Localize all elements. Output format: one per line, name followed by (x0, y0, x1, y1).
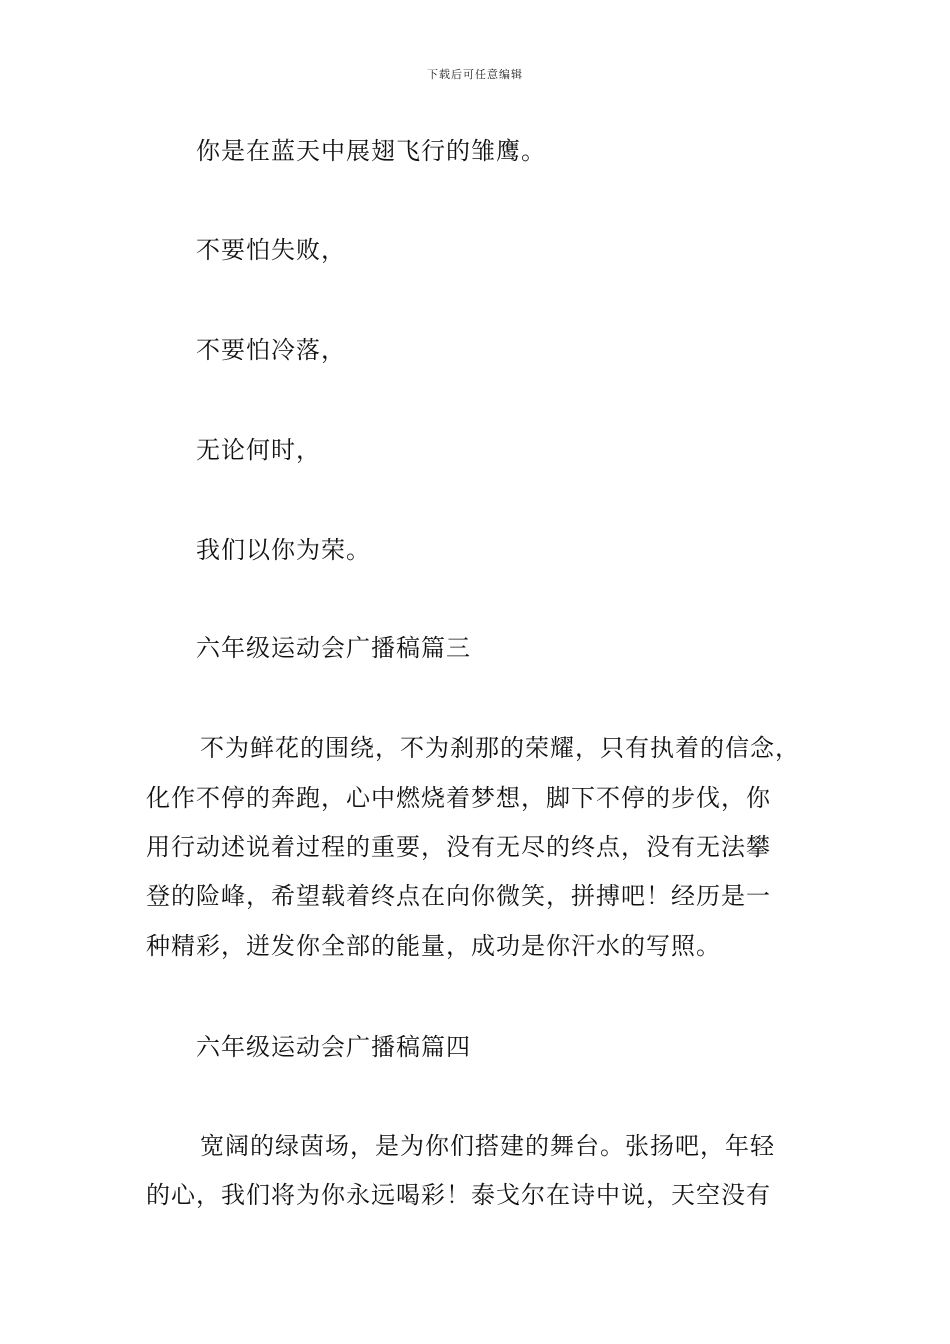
paragraph-line: 种精彩，迸发你全部的能量，成功是你汗水的写照。 (146, 932, 721, 960)
paragraph-line: 的心，我们将为你永远喝彩！泰戈尔在诗中说，天空没有 (146, 1181, 771, 1209)
paragraph-line: 用行动述说着过程的重要，没有无尽的终点，没有无法攀 (146, 833, 771, 861)
header-note: 下载后可任意编辑 (427, 68, 523, 81)
poem-line: 不要怕冷落， (196, 336, 346, 364)
paragraph-line: 登的险峰，希望载着终点在向你微笑，拼搏吧！经历是一 (146, 882, 771, 910)
section-title: 六年级运动会广播稿篇四 (196, 1033, 471, 1061)
section-title: 六年级运动会广播稿篇三 (196, 634, 471, 662)
poem-line: 我们以你为荣。 (196, 536, 371, 564)
paragraph-line: 不为鲜花的围绕，不为刹那的荣耀，只有执着的信念， (200, 734, 800, 762)
poem-line: 你是在蓝天中展翅飞行的雏鹰。 (196, 137, 546, 165)
paragraph-line: 化作不停的奔跑，心中燃烧着梦想，脚下不停的步伐，你 (146, 784, 771, 812)
poem-line: 无论何时， (196, 436, 321, 464)
paragraph-line: 宽阔的绿茵场，是为你们搭建的舞台。张扬吧，年轻 (200, 1132, 775, 1160)
poem-line: 不要怕失败， (196, 236, 346, 264)
